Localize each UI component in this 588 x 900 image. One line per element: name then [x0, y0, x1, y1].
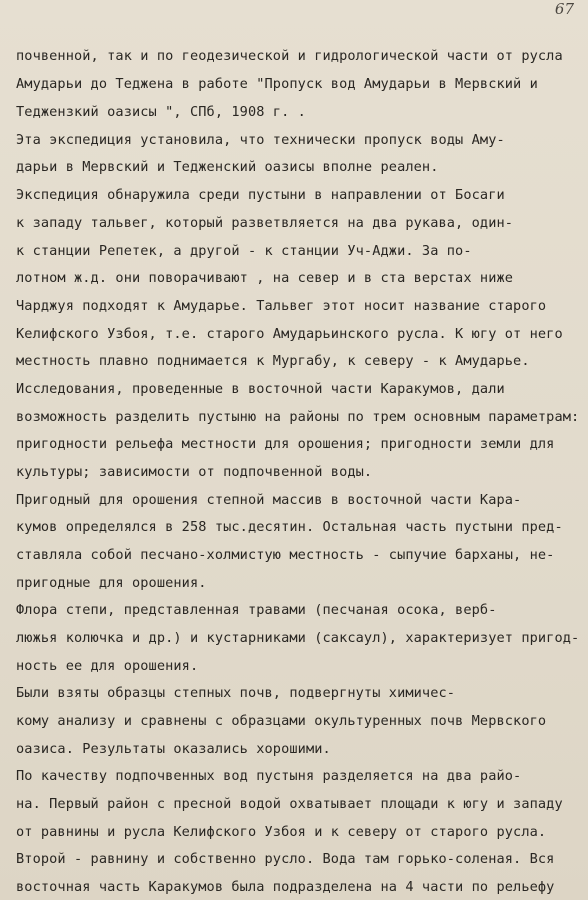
text-line: пригодные для орошения. [16, 575, 207, 591]
text-line: почвенной, так и по геодезической и гидрологической части от русла [16, 48, 563, 64]
text-line: Теджензкий оазисы ", СПб, 1908 г. . [16, 104, 306, 120]
text-line: кумов определялся в 258 тыс.десятин. Остальная часть пустыни пред- [16, 519, 563, 535]
text-line: По качеству подпочвенных вод пустыня разделяется на два райо- [16, 768, 522, 784]
text-line: лотном ж.д. они поворачивают , на север и в ста верстах ниже [16, 270, 514, 286]
text-line: Были взяты образцы степных почв, подвергнуты химичес- [16, 685, 456, 701]
text-line: Второй - равнину и собственно русло. Вода там горько-соленая. Вся [16, 851, 555, 867]
text-line: к станции Репетек, а другой - к станции Уч-Аджи. За по- [16, 243, 472, 259]
text-line: Флора степи, представленная травами (песчаная осока, верб- [16, 602, 497, 618]
text-line: Пригодный для орошения степной массив в восточной части Кара- [16, 492, 522, 508]
text-line: на. Первый район с пресной водой охватывает площади к югу и западу [16, 796, 563, 812]
text-line: люжья колючка и др.) и кустарниками (саксаул), характеризует пригод- [16, 630, 580, 646]
page-number: 67 [554, 0, 574, 18]
text-line: местность плавно поднимается к Мургабу, к северу - к Амударье. [16, 353, 530, 369]
text-line: дарьи в Мервский и Тедженский оазисы вполне реален. [16, 159, 439, 175]
text-line: Экспедиция обнаружила среди пустыни в направлении от Босаги [16, 187, 505, 203]
text-line: возможность разделить пустыню на районы по трем основным параметрам: [16, 409, 580, 425]
text-line: Чарджуя подходят к Амударье. Тальвег этот носит название старого [16, 298, 547, 314]
text-line: пригодности рельефа местности для орошения; пригодности земли для [16, 436, 555, 452]
text-line: кому анализу и сравнены с образцами окультуренных почв Мервского [16, 713, 547, 729]
text-line: к западу тальвег, который разветвляется на два рукава, один- [16, 215, 514, 231]
text-line: восточная часть Каракумов была подразделена на 4 части по рельефу [16, 879, 555, 895]
text-line: Амударьи до Теджена в работе "Пропуск вод Амударьи в Мервский и [16, 76, 538, 92]
text-line: Эта экспедиция установила, что технически пропуск воды Аму- [16, 132, 505, 148]
text-line: ставляла собой песчано-холмистую местность - сыпучие барханы, не- [16, 547, 555, 563]
text-line: от равнины и русла Келифского Узбоя и к северу от старого русла. [16, 824, 547, 840]
text-line: культуры; зависимости от подпочвенной воды. [16, 464, 373, 480]
text-line: ность ее для орошения. [16, 658, 199, 674]
text-line: Келифского Узбоя, т.е. старого Амударьинского русла. К югу от него [16, 326, 563, 342]
text-line: оазиса. Результаты оказались хорошими. [16, 741, 331, 757]
text-line: Исследования, проведенные в восточной части Каракумов, дали [16, 381, 505, 397]
